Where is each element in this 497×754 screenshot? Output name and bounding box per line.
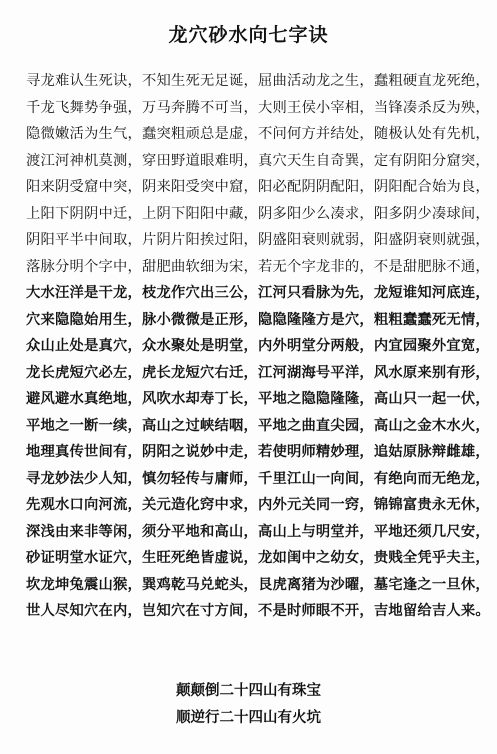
verse-line: 寻龙妙法少人知，慎勿轻传与庸师，千里江山一向间，有绝向而无绝龙， bbox=[26, 470, 490, 487]
verse-line: 穴来隐隐始用生，脉小微微是正形，隐隐隆隆方是穴，粗粗蠢蠢死无情， bbox=[26, 311, 490, 328]
verse-line: 平地之一断一续，高山之过峡结咽，平地之曲直尖园，高山之金木水火， bbox=[26, 417, 490, 434]
verse-line: 千龙飞舞势争强，万马奔腾不可当，大则王侯小宰相，当锋凑杀反为殃， bbox=[26, 99, 490, 116]
verse-line: 寻龙难认生死诀，不知生死无足诞，屈曲活动龙之生，蠢粗硬直龙死绝， bbox=[26, 73, 490, 89]
verse-line: 大水汪洋是干龙，枝龙作穴出三公，江河只看脉为先，龙短谁知河底连， bbox=[26, 285, 490, 301]
verse-line: 世人尽知穴在内，岂知穴在寸方间，不是时师眼不开，吉地留给吉人来。 bbox=[26, 603, 490, 619]
verse-line: 阴阳平半中间取，片阴片阳挨过阳，阴盛阳衰则就弱，阳盛阴衰则就强， bbox=[26, 232, 490, 248]
footer-line-2: 顺逆行二十四山有火坑 bbox=[176, 709, 321, 726]
verse-line: 深浅由来非等闲，须分平地和高山，高山上与明堂并，平地还须几尺安， bbox=[26, 523, 490, 540]
verse-line: 上阳下阴阴中迁，上阴下阳阳中藏，阴多阳少么凑求，阳多阴少凑球间， bbox=[26, 205, 490, 222]
verse-line: 避风避水真绝地，风吹水却寿丁长，平地之隐隐隆隆，高山只一起一伏， bbox=[26, 391, 490, 407]
verse-line: 砂证明堂水证穴，生旺死绝皆虚说，龙如闺中之幼女，贵贱全凭乎夫主， bbox=[26, 550, 490, 566]
verse-line: 众山止处是真穴，众水聚处是明堂，内外明堂分两般，内宜园聚外宜宽， bbox=[26, 338, 490, 354]
verse-line: 阳来阴受窟中突，阴来阳受突中窟，阳必配阴阴配阳，阴阳配合始为良， bbox=[26, 179, 490, 195]
footer-line-1: 颠颠倒二十四山有珠宝 bbox=[176, 682, 321, 699]
verse-line: 渡江河神机莫测，穿田野道眼难明，真穴天生自奇巽，定有阴阳分窟突， bbox=[26, 152, 490, 169]
verse-line: 先观水口向河流，关元造化窍中求，内外元关同一窍，锦锦富贵永无休， bbox=[26, 497, 490, 513]
verse-line: 落脉分明个字中，甜肥曲软细为宋，若无个字龙非的，不是甜肥脉不通， bbox=[26, 258, 490, 275]
verse-line: 地理真传世间有，阴阳之说妙中走，若使明师精妙理，追姑原脉辩雌雄， bbox=[26, 444, 490, 460]
verse-line: 龙长虎短穴必左，虎长龙短穴右迁，江河湖海号平洋，风水原来别有形， bbox=[26, 364, 490, 381]
verse-line: 隐微嫩活为生气，蠢突粗顽总是虚，不问何方并结处，随极认处有先机， bbox=[26, 126, 490, 142]
verse-line: 坎龙坤兔震山猴，巽鸡乾马兑蛇头，艮虎离猪为沙曜，墓宅逢之一旦休， bbox=[26, 576, 490, 593]
page-title: 龙穴砂水向七字诀 bbox=[168, 24, 329, 46]
verse-body bbox=[26, 68, 490, 625]
